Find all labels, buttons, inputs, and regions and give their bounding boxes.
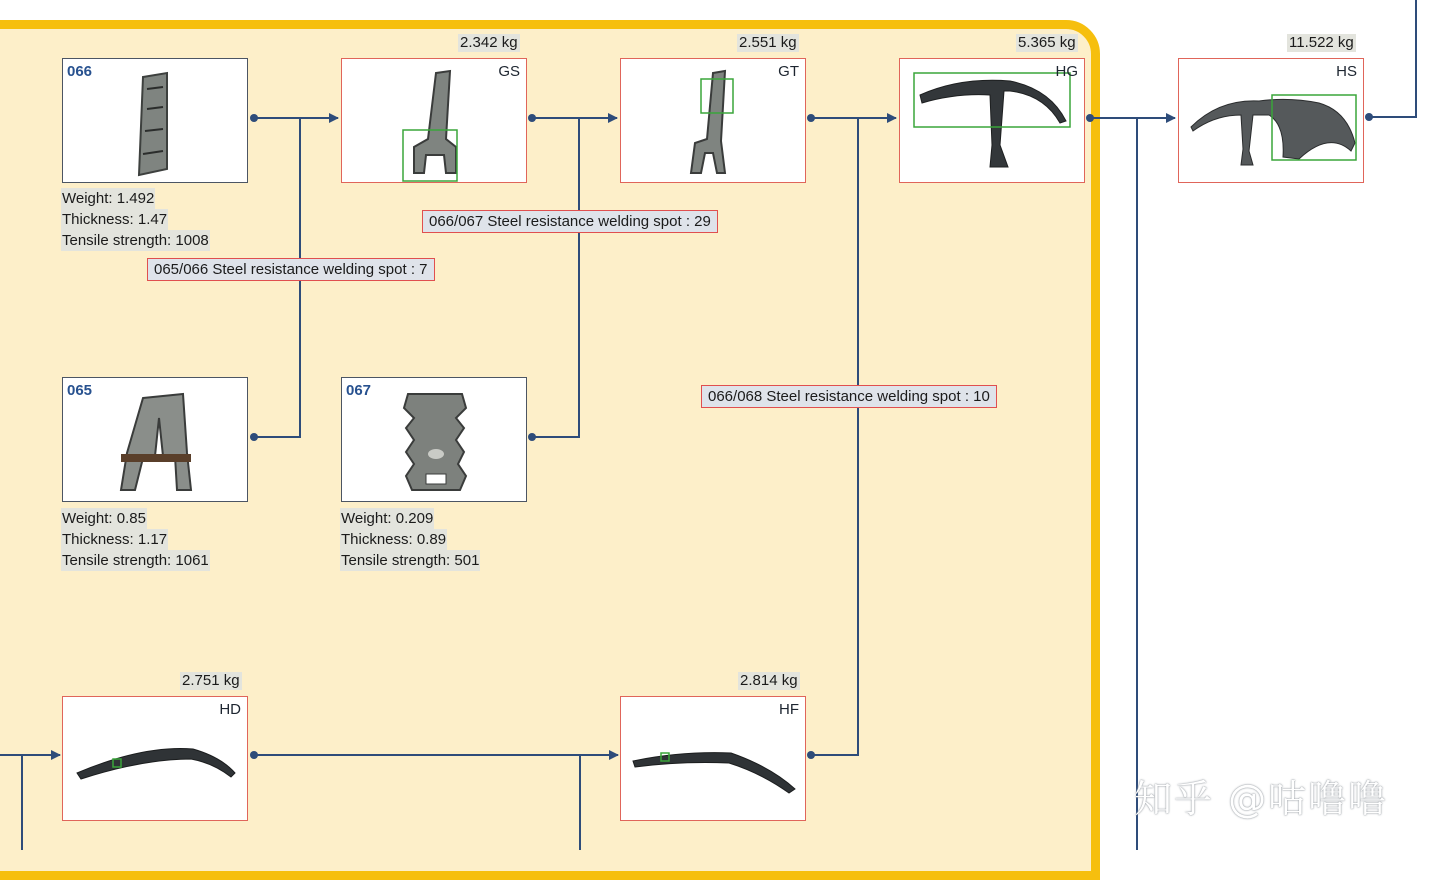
assembly-card-gt[interactable] — [620, 58, 806, 183]
assembly-mass-gs: 2.342 kg — [460, 34, 518, 51]
part-thickness: Thickness: 1.47 — [62, 211, 168, 228]
part-thickness: Thickness: 1.17 — [62, 531, 168, 548]
assembly-card-hd[interactable] — [62, 696, 248, 821]
part-weight: Weight: 0.85 — [62, 510, 146, 527]
part-code: 067 — [346, 382, 372, 399]
weld-label-065-066: 065/066 Steel resistance welding spot : 7 — [147, 258, 435, 281]
part-card-065[interactable] — [62, 377, 248, 502]
watermark: 知乎 @咕噜噜 — [1134, 777, 1389, 821]
assembly-code: HD — [219, 701, 241, 718]
part-card-066[interactable] — [62, 58, 248, 183]
assembly-code: GT — [778, 63, 799, 80]
part-weight: Weight: 1.492 — [62, 190, 155, 207]
assembly-code: HF — [779, 701, 799, 718]
connector-hs-out — [1369, 0, 1416, 117]
assembly-mass-hd: 2.751 kg — [182, 672, 240, 689]
part-code: 065 — [67, 382, 93, 399]
connector-hf-join — [811, 118, 858, 755]
assembly-card-hf[interactable] — [620, 696, 806, 821]
part-card-067[interactable] — [341, 377, 527, 502]
assembly-mass-hg: 5.365 kg — [1018, 34, 1076, 51]
assembly-mass-gt: 2.551 kg — [739, 34, 797, 51]
weld-label-066-067: 066/067 Steel resistance welding spot : 29 — [422, 210, 718, 233]
assembly-code: HG — [1055, 63, 1078, 80]
weld-label-066-068: 066/068 Steel resistance welding spot : 10 — [701, 385, 997, 408]
assembly-card-gs[interactable] — [341, 58, 527, 183]
part-tensile: Tensile strength: 1061 — [62, 552, 209, 569]
part-props-067 — [340, 508, 480, 571]
connector-067-join — [532, 118, 579, 437]
part-code: 066 — [67, 63, 93, 80]
part-tensile: Tensile strength: 1008 — [62, 232, 209, 249]
assembly-card-hg[interactable] — [899, 58, 1085, 183]
assembly-code: GS — [498, 63, 520, 80]
assembly-mass-hs: 11.522 kg — [1289, 34, 1354, 51]
assembly-card-hs[interactable] — [1178, 58, 1364, 183]
assembly-code: HS — [1336, 63, 1357, 80]
part-props-065 — [61, 508, 210, 571]
part-props-066 — [61, 188, 210, 251]
assembly-mass-hf: 2.814 kg — [740, 672, 798, 689]
part-weight: Weight: 0.209 — [341, 510, 434, 527]
part-tensile: Tensile strength: 501 — [341, 552, 480, 569]
part-thickness: Thickness: 0.89 — [341, 531, 447, 548]
